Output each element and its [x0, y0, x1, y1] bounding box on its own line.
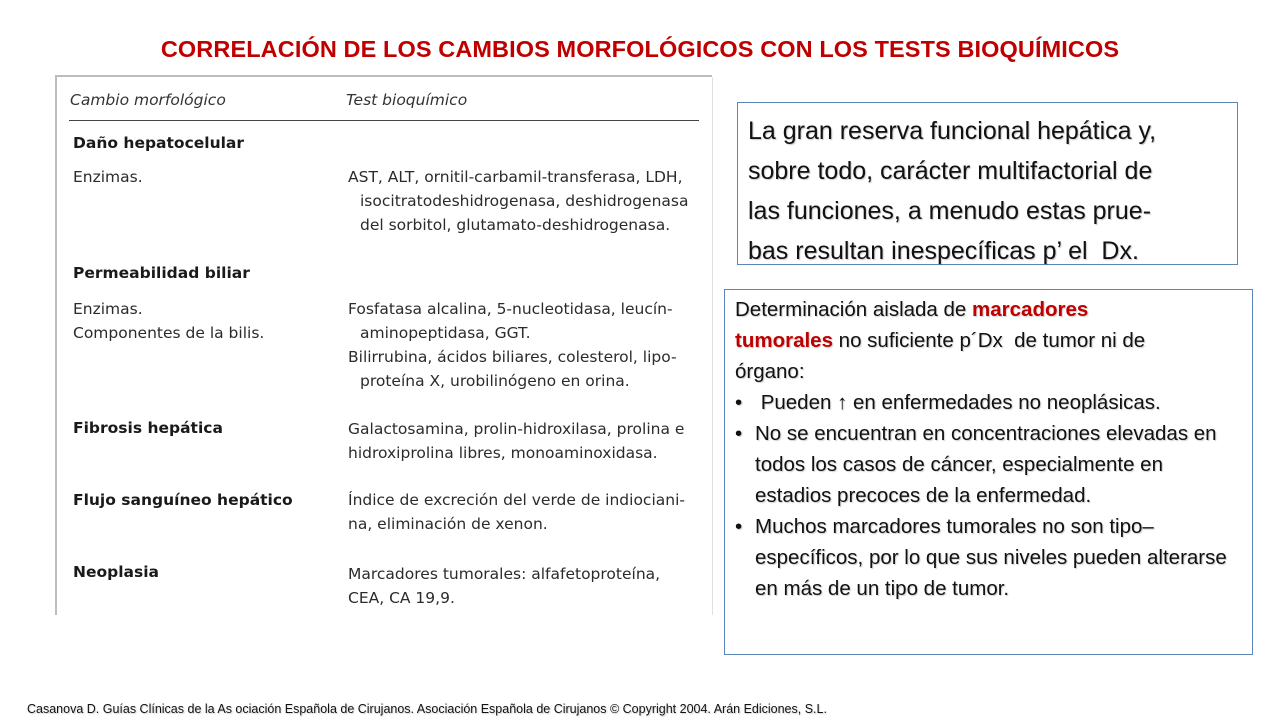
bullet-text-3: Muchos marcadores tumorales no son tipo–específicos, por lo que sus niveles pueden alterarse en más de un tipo de tumor. — [755, 515, 1227, 600]
table-right-border — [712, 77, 713, 615]
section-heading-fibrosis: Fibrosis hepática — [73, 419, 223, 437]
highlight-marcadores: marcadores — [972, 298, 1089, 321]
row-perm-right-2: aminopeptidasa, GGT. — [360, 324, 531, 342]
tumor-markers-intro — [735, 294, 1242, 387]
list-item — [735, 418, 1242, 511]
row-flujo-right-2: na, eliminación de xenon. — [348, 515, 548, 533]
row-perm-right-1: Fosfatasa alcalina, 5-nucleotidasa, leucín- — [348, 300, 673, 318]
citation-footer: Casanova D. Guías Clínicas de la As ociación Española de Cirujanos. Asociación Española de Cirujanos © Copyright 2004. Arán Ediciones, S.L. — [27, 702, 827, 716]
reserve-note-line-1: La gran reserva funcional hepática y, — [748, 117, 1157, 145]
row-perm-right-3: Bilirrubina, ácidos biliares, colesterol, lipo- — [348, 348, 677, 366]
row-dano-right-3: del sorbitol, glutamato-deshidrogenasa. — [360, 216, 671, 234]
intro-suffix: no suficiente p´Dx de tumor ni de — [832, 329, 1146, 352]
bullet-glyph: • — [735, 515, 743, 538]
row-fibrosis-right-1: Galactosamina, prolin-hidroxilasa, prolina e — [348, 420, 685, 438]
section-heading-neoplasia: Neoplasia — [73, 563, 159, 581]
reserve-note-line-2: sobre todo, carácter multifactorial de — [748, 157, 1153, 185]
row-dano-left: Enzimas. — [73, 168, 143, 186]
row-perm-left-1: Enzimas. — [73, 300, 143, 318]
tumor-markers-box — [724, 289, 1253, 655]
row-neoplasia-right-2: CEA, CA 19,9. — [348, 589, 455, 607]
section-heading-dano: Daño hepatocelular — [73, 134, 245, 152]
row-dano-right-1: AST, ALT, ornitil-carbamil-transferasa, LDH, — [348, 168, 683, 186]
row-dano-right-2: isocitratodeshidrogenasa, deshidrogenasa — [360, 192, 689, 210]
correlation-table — [55, 75, 712, 615]
intro-prefix: Determinación aislada de — [735, 298, 973, 321]
section-heading-flujo: Flujo sanguíneo hepático — [73, 491, 293, 509]
slide-title: CORRELACIÓN DE LOS CAMBIOS MORFOLÓGICOS CON LOS TESTS BIOQUÍMICOS — [160, 36, 1120, 62]
reserve-note-line-3: las funciones, a menudo estas prue- — [748, 197, 1152, 225]
list-item — [735, 387, 1242, 418]
reserve-note-line-4: bas resultan inespecíficas p’ el Dx. — [748, 237, 1139, 265]
bullet-text-1: Pueden ↑ en enfermedades no neoplásicas. — [755, 391, 1161, 414]
row-fibrosis-right-2: hidroxiprolina libres, monoaminoxidasa. — [348, 444, 658, 462]
bullet-text-2: No se encuentran en concentraciones elevadas en todos los casos de cáncer, especialmente en estadios precoces de la enfermedad. — [755, 422, 1217, 507]
section-heading-permeabilidad: Permeabilidad biliar — [73, 264, 250, 282]
reserve-note-box — [737, 102, 1238, 265]
intro-line-organo: órgano: — [735, 360, 805, 383]
list-item — [735, 511, 1242, 604]
bullet-glyph: • — [735, 422, 743, 445]
header-rule — [69, 120, 699, 121]
row-perm-left-2: Componentes de la bilis. — [73, 324, 265, 342]
row-flujo-right-1: Índice de excreción del verde de indiociani- — [348, 491, 685, 509]
col-header-test: Test bioquímico — [346, 91, 468, 109]
bullet-glyph: • — [735, 391, 743, 414]
col-header-cambio: Cambio morfológico — [70, 91, 226, 109]
tumor-markers-list — [735, 387, 1242, 604]
row-perm-right-4: proteína X, urobilinógeno en orina. — [360, 372, 630, 390]
row-neoplasia-right-1: Marcadores tumorales: alfafetoproteína, — [348, 565, 661, 583]
highlight-tumorales: tumorales — [735, 329, 833, 352]
